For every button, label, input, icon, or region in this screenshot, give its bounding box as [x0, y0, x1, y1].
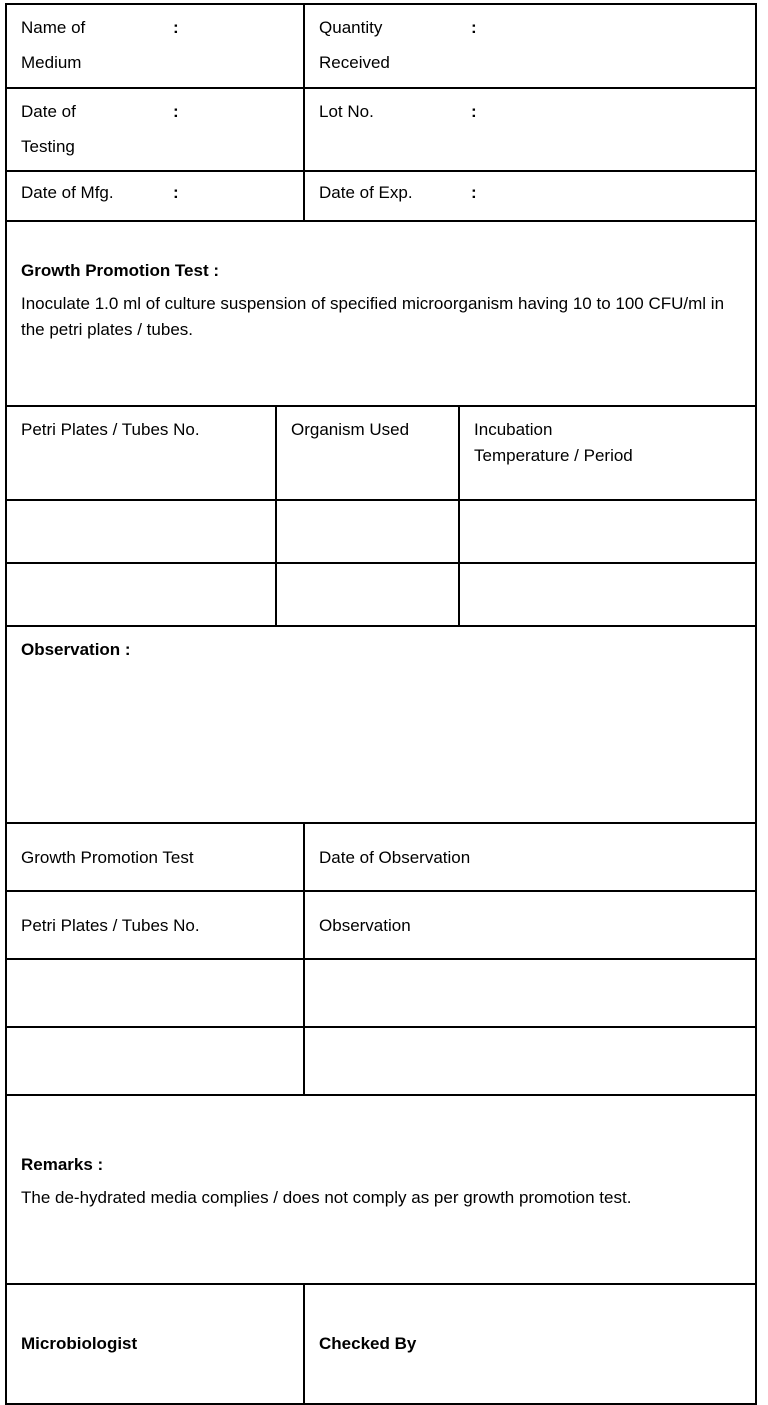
field-cell-lot-no[interactable]	[304, 88, 756, 172]
field-separator: :	[173, 101, 179, 121]
cell-value	[277, 564, 458, 625]
column-subheader-observation	[304, 891, 756, 959]
cell-petri-plates-tubes-no[interactable]	[6, 563, 276, 626]
remarks-text: The de-hydrated media complies / does not comply as per growth promotion test.	[21, 1187, 632, 1207]
gpt-instruction-text: Inoculate 1.0 ml of culture suspension of specified microorganism having 10 to 100 CFU/ml in the petri plates / tubes.	[21, 293, 725, 340]
header-field-row	[6, 171, 756, 221]
cell-value	[7, 564, 275, 625]
field-separator: :	[471, 183, 477, 203]
gpt-description-cell	[6, 221, 756, 406]
gpt-description-row	[6, 221, 756, 406]
field-cell-date-of-mfg[interactable]	[6, 171, 304, 221]
observation-table-row	[6, 1027, 756, 1095]
field-cell-quantity-received[interactable]	[304, 4, 756, 88]
signature-cell-microbiologist[interactable]	[6, 1284, 304, 1404]
field-separator: :	[471, 18, 477, 37]
remarks-heading: Remarks :	[21, 1155, 104, 1175]
observation-block-cell[interactable]	[6, 626, 756, 823]
field-label-quantity-received-line2: Received	[319, 53, 390, 73]
inoculation-table-row	[6, 500, 756, 563]
field-label-lot-no: Lot No.	[319, 101, 374, 121]
cell-petri-plates-tubes-no[interactable]	[6, 1027, 304, 1095]
field-separator: :	[471, 101, 477, 121]
field-label-date-of-exp: Date of Exp.	[319, 183, 413, 203]
observation-heading: Observation :	[21, 640, 131, 660]
remarks-cell[interactable]	[6, 1095, 756, 1284]
signature-label-checked-by: Checked By	[319, 1334, 417, 1354]
inoculation-table-header-row	[6, 406, 756, 500]
field-label-quantity-received: Quantity	[319, 18, 383, 37]
column-header-date-of-observation	[304, 823, 756, 891]
signature-row	[6, 1284, 756, 1404]
gpt-heading: Growth Promotion Test :	[21, 261, 220, 281]
column-subheader-label: Petri Plates / Tubes No.	[21, 915, 200, 935]
field-label-date-of-mfg: Date of Mfg.	[21, 183, 114, 203]
field-cell-name-of-medium[interactable]	[6, 4, 304, 88]
observation-table-row	[6, 959, 756, 1027]
cell-organism-used[interactable]	[276, 563, 459, 626]
column-header-label-line2: Temperature / Period	[474, 445, 633, 465]
cell-petri-plates-tubes-no[interactable]	[6, 959, 304, 1027]
field-label-date-of-testing-line2: Testing	[21, 137, 75, 157]
cell-value	[7, 501, 275, 562]
header-field-row	[6, 4, 756, 88]
cell-incubation-temperature-period[interactable]	[459, 500, 756, 563]
column-header-growth-promotion-test	[6, 823, 304, 891]
cell-value	[7, 1028, 303, 1094]
field-label-name-of-medium-line2: Medium	[21, 53, 82, 73]
field-separator: :	[173, 183, 179, 203]
observation-table-subheader-row	[6, 891, 756, 959]
column-header-incubation-temperature-period	[459, 406, 756, 500]
field-cell-date-of-exp[interactable]	[304, 171, 756, 221]
inoculation-table-row	[6, 563, 756, 626]
field-separator: :	[173, 18, 179, 37]
cell-petri-plates-tubes-no[interactable]	[6, 500, 276, 563]
column-subheader-petri-plates-tubes-no	[6, 891, 304, 959]
cell-value	[305, 1028, 755, 1094]
cell-incubation-temperature-period[interactable]	[459, 563, 756, 626]
column-header-label: Growth Promotion Test	[21, 847, 194, 867]
column-header-petri-plates-tubes-no	[6, 406, 276, 500]
observation-table-header-row	[6, 823, 756, 891]
cell-value	[277, 501, 458, 562]
cell-value	[460, 501, 755, 562]
observation-block-row	[6, 626, 756, 823]
cell-value	[460, 564, 755, 625]
growth-promotion-test-form	[5, 3, 757, 1405]
column-header-organism-used	[276, 406, 459, 500]
cell-value	[305, 960, 755, 1026]
column-header-label-line1: Incubation	[474, 420, 553, 440]
cell-value	[7, 960, 303, 1026]
column-header-label: Organism Used	[291, 420, 410, 440]
cell-organism-used[interactable]	[276, 500, 459, 563]
signature-cell-checked-by[interactable]	[304, 1284, 756, 1404]
signature-label-microbiologist: Microbiologist	[21, 1334, 138, 1354]
form-sheet	[5, 3, 755, 1381]
column-header-label: Petri Plates / Tubes No.	[21, 420, 200, 440]
field-label-name-of-medium: Name of	[21, 18, 86, 37]
header-field-row	[6, 88, 756, 172]
remarks-row	[6, 1095, 756, 1284]
field-cell-date-of-testing[interactable]	[6, 88, 304, 172]
column-header-label: Date of Observation	[319, 847, 471, 867]
cell-observation[interactable]	[304, 1027, 756, 1095]
cell-observation[interactable]	[304, 959, 756, 1027]
field-label-date-of-testing: Date of	[21, 101, 76, 121]
column-subheader-label: Observation	[319, 915, 411, 935]
